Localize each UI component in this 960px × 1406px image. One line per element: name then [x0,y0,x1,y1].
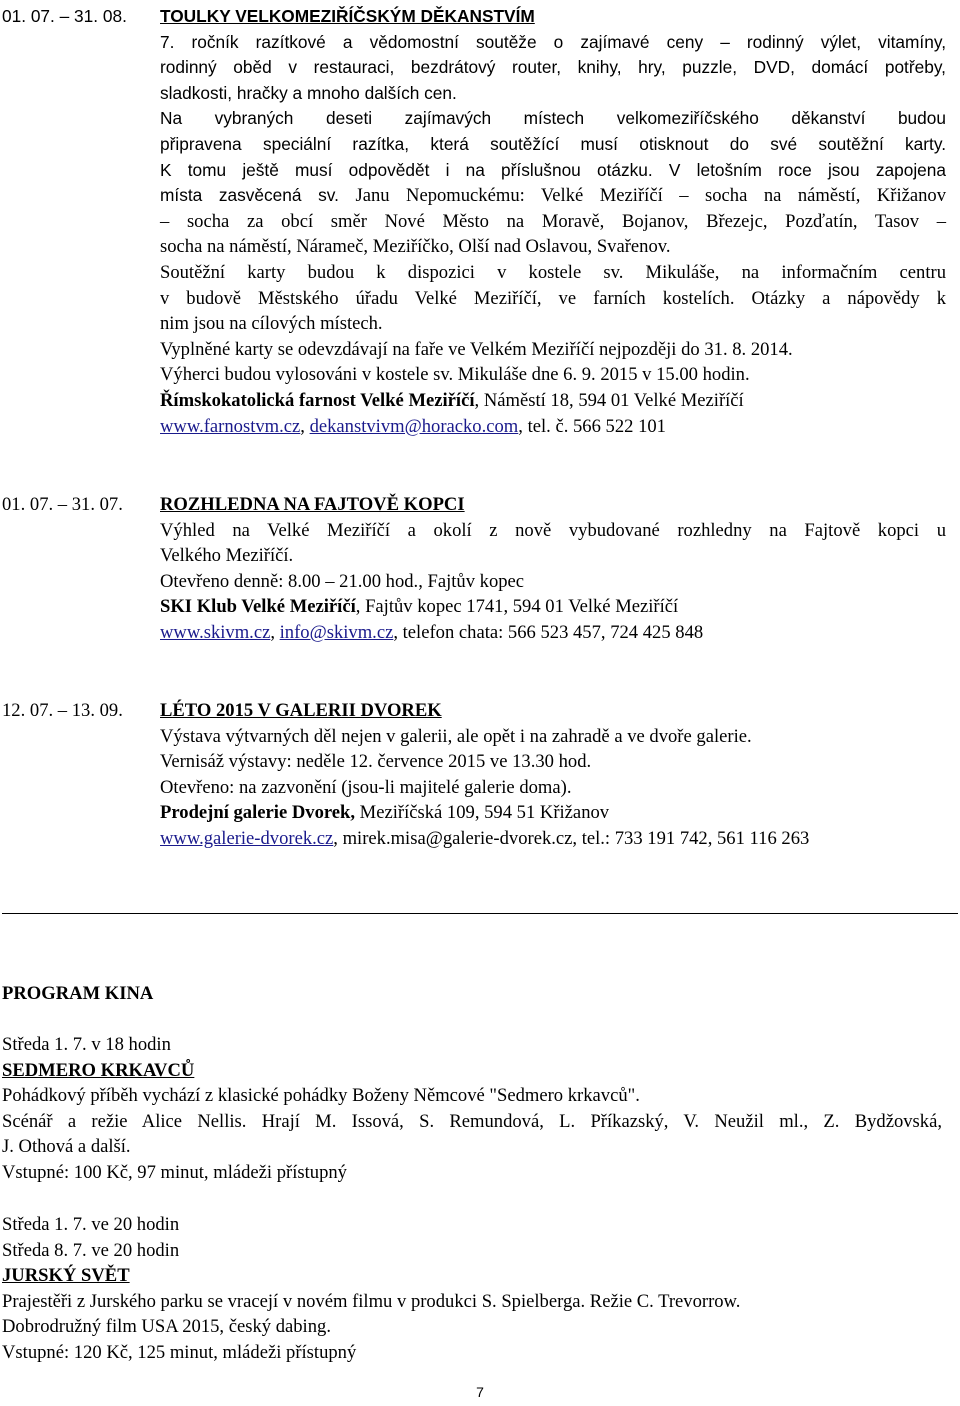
event-line: v budově Městského úřadu Velké Meziříčí, ve farních kostelích. Otázky a nápovědy k [160,287,946,309]
kino-heading: PROGRAM KINA [2,983,154,1004]
film-line: Prajestěři z Jurského parku se vracejí v novém filmu v produkci S. Spielberga. Režie C. Trevorrow. [2,1290,741,1312]
organizer-name: Prodejní galerie Dvorek, [160,802,356,824]
event-line: Vyplněné karty se odevzdávají na faře ve Velkém Meziříčí nejpozději do 31. 8. 2014. [160,338,793,360]
film-line: J. Othová a další. [2,1136,131,1158]
contact-separator: , [300,415,310,437]
event-date: 01. 07. – 31. 07. [2,494,123,515]
film-jursky-svet [2,1212,942,1366]
contact-line [160,826,946,852]
event-line: Velkého Meziříčí. [160,545,294,567]
contact-tail: , mirek.misa@galerie-dvorek.cz, tel.: 733 191 742, 561 116 263 [333,827,810,849]
contact-tail: , telefon chata: 566 523 457, 724 425 848 [393,621,704,643]
event-date: 12. 07. – 13. 09. [2,700,123,721]
film-line: Pohádkový příběh vychází z klasické pohádky Boženy Němcové "Sedmero krkavců". [2,1085,640,1107]
event-title: LÉTO 2015 V GALERII DVOREK [160,700,442,721]
event-line: socha na náměstí, Nárameč, Meziříčko, Olší nad Oslavou, Svařenov. [160,236,671,258]
film-date: Středa 1. 7. ve 20 hodin [2,1214,180,1235]
organizer-address: Meziříčská 109, 594 51 Křižanov [355,802,610,824]
email-link[interactable]: info@skivm.cz [279,621,394,643]
film-title: SEDMERO KRKAVCŮ [2,1059,195,1081]
film-title: JURSKÝ SVĚT [2,1265,130,1287]
event-line: Otevřeno: na zazvonění (jsou-li majitelé galerie doma). [160,776,572,798]
film-line: Vstupné: 100 Kč, 97 minut, mládeži přístupný [2,1161,347,1183]
event-line: Otevřeno denně: 8.00 – 21.00 hod., Fajtův kopec [160,570,525,592]
website-link[interactable]: www.farnostvm.cz [160,415,301,437]
event-body [160,698,946,852]
film-date: Středa 1. 7. v 18 hodin [2,1034,171,1055]
organizer-line [160,594,946,620]
organizer-name: Římskokatolická farnost Velké Meziříčí [160,389,475,411]
organizer-address: , Náměstí 18, 594 01 Velké Meziříčí [474,389,744,411]
page-number: 7 [476,1384,484,1400]
website-link[interactable]: www.skivm.cz [160,621,271,643]
event-line: místa zasvěcená sv. [160,185,339,206]
event-line: Na vybraných deseti zajímavých místech velkomeziříčského děkanství budou [160,108,946,129]
event-line: rodinný oběd v restauraci, bezdrátový router, knihy, hry, puzzle, DVD, domácí potřeby, [160,57,946,78]
event-line: Výstava výtvarných děl nejen v galerii, ale opět i na zahradě a ve dvoře galerie. [160,725,752,747]
contact-tail: , tel. č. 566 522 101 [518,415,666,437]
contact-separator: , [270,621,280,643]
event-line: sladkosti, hračky a mnoho dalších cen. [160,82,457,103]
organizer-address: , Fajtův kopec 1741, 594 01 Velké Meziříčí [355,596,679,618]
event-line: 7. ročník razítkové a vědomostní soutěže o zajímavé ceny – rodinný výlet, vitamíny, [160,31,946,52]
film-line: Vstupné: 120 Kč, 125 minut, mládeži přístupný [2,1341,357,1363]
event-line: Výherci budou vylosováni v kostele sv. Mikuláše dne 6. 9. 2015 v 15.00 hodin. [160,364,750,386]
horizontal-divider [2,913,958,914]
event-line: K tomu ještě musí odpovědět i na příslušnou otázku. V letošním roce jsou zapojena [160,159,946,180]
organizer-line [160,388,946,414]
film-date: Středa 8. 7. ve 20 hodin [2,1239,180,1261]
event-body [160,492,946,646]
email-link[interactable]: dekanstvivm@horacko.com [309,415,519,437]
event-date: 01. 07. – 31. 08. [2,6,127,26]
organizer-name: SKI Klub Velké Meziříčí [160,596,356,618]
event-body [160,4,946,439]
website-link[interactable]: www.galerie-dvorek.cz [160,827,334,849]
event-line: – socha za obcí směr Nové Město na Moravě, Bojanov, Březejc, Pozďatín, Tasov – [160,210,946,232]
film-line: Scénář a režie Alice Nellis. Hrají M. Issová, S. Remundová, L. Příkazský, V. Neužil ml., Z. Bydžovská, [2,1110,942,1132]
film-line: Dobrodružný film USA 2015, český dabing. [2,1316,331,1338]
contact-line [160,620,946,646]
film-sedmero-krkavcu [2,1032,942,1186]
event-title: ROZHLEDNA NA FAJTOVĚ KOPCI [160,494,465,515]
event-title: TOULKY VELKOMEZIŘÍČSKÝM DĚKANSTVÍM [160,6,535,26]
event-line: nim jsou na cílových místech. [160,313,383,335]
event-line: Výhled na Velké Meziříčí a okolí z nově vybudované rozhledny na Fajtově kopci u [160,519,946,541]
event-line: Janu Nepomuckému: Velké Meziříčí – socha na náměstí, Křižanov [355,185,947,207]
organizer-line [160,800,946,826]
event-line-mixed [160,183,946,209]
contact-line [160,414,946,440]
event-line: připravena speciální razítka, která soutěžící musí otisknout do své soutěžní karty. [160,133,946,154]
event-line: Vernisáž výstavy: neděle 12. července 2015 ve 13.30 hod. [160,751,592,773]
kino-section [2,981,942,1007]
event-line: Soutěžní karty budou k dispozici v kostele sv. Mikuláše, na informačním centru [160,261,946,283]
